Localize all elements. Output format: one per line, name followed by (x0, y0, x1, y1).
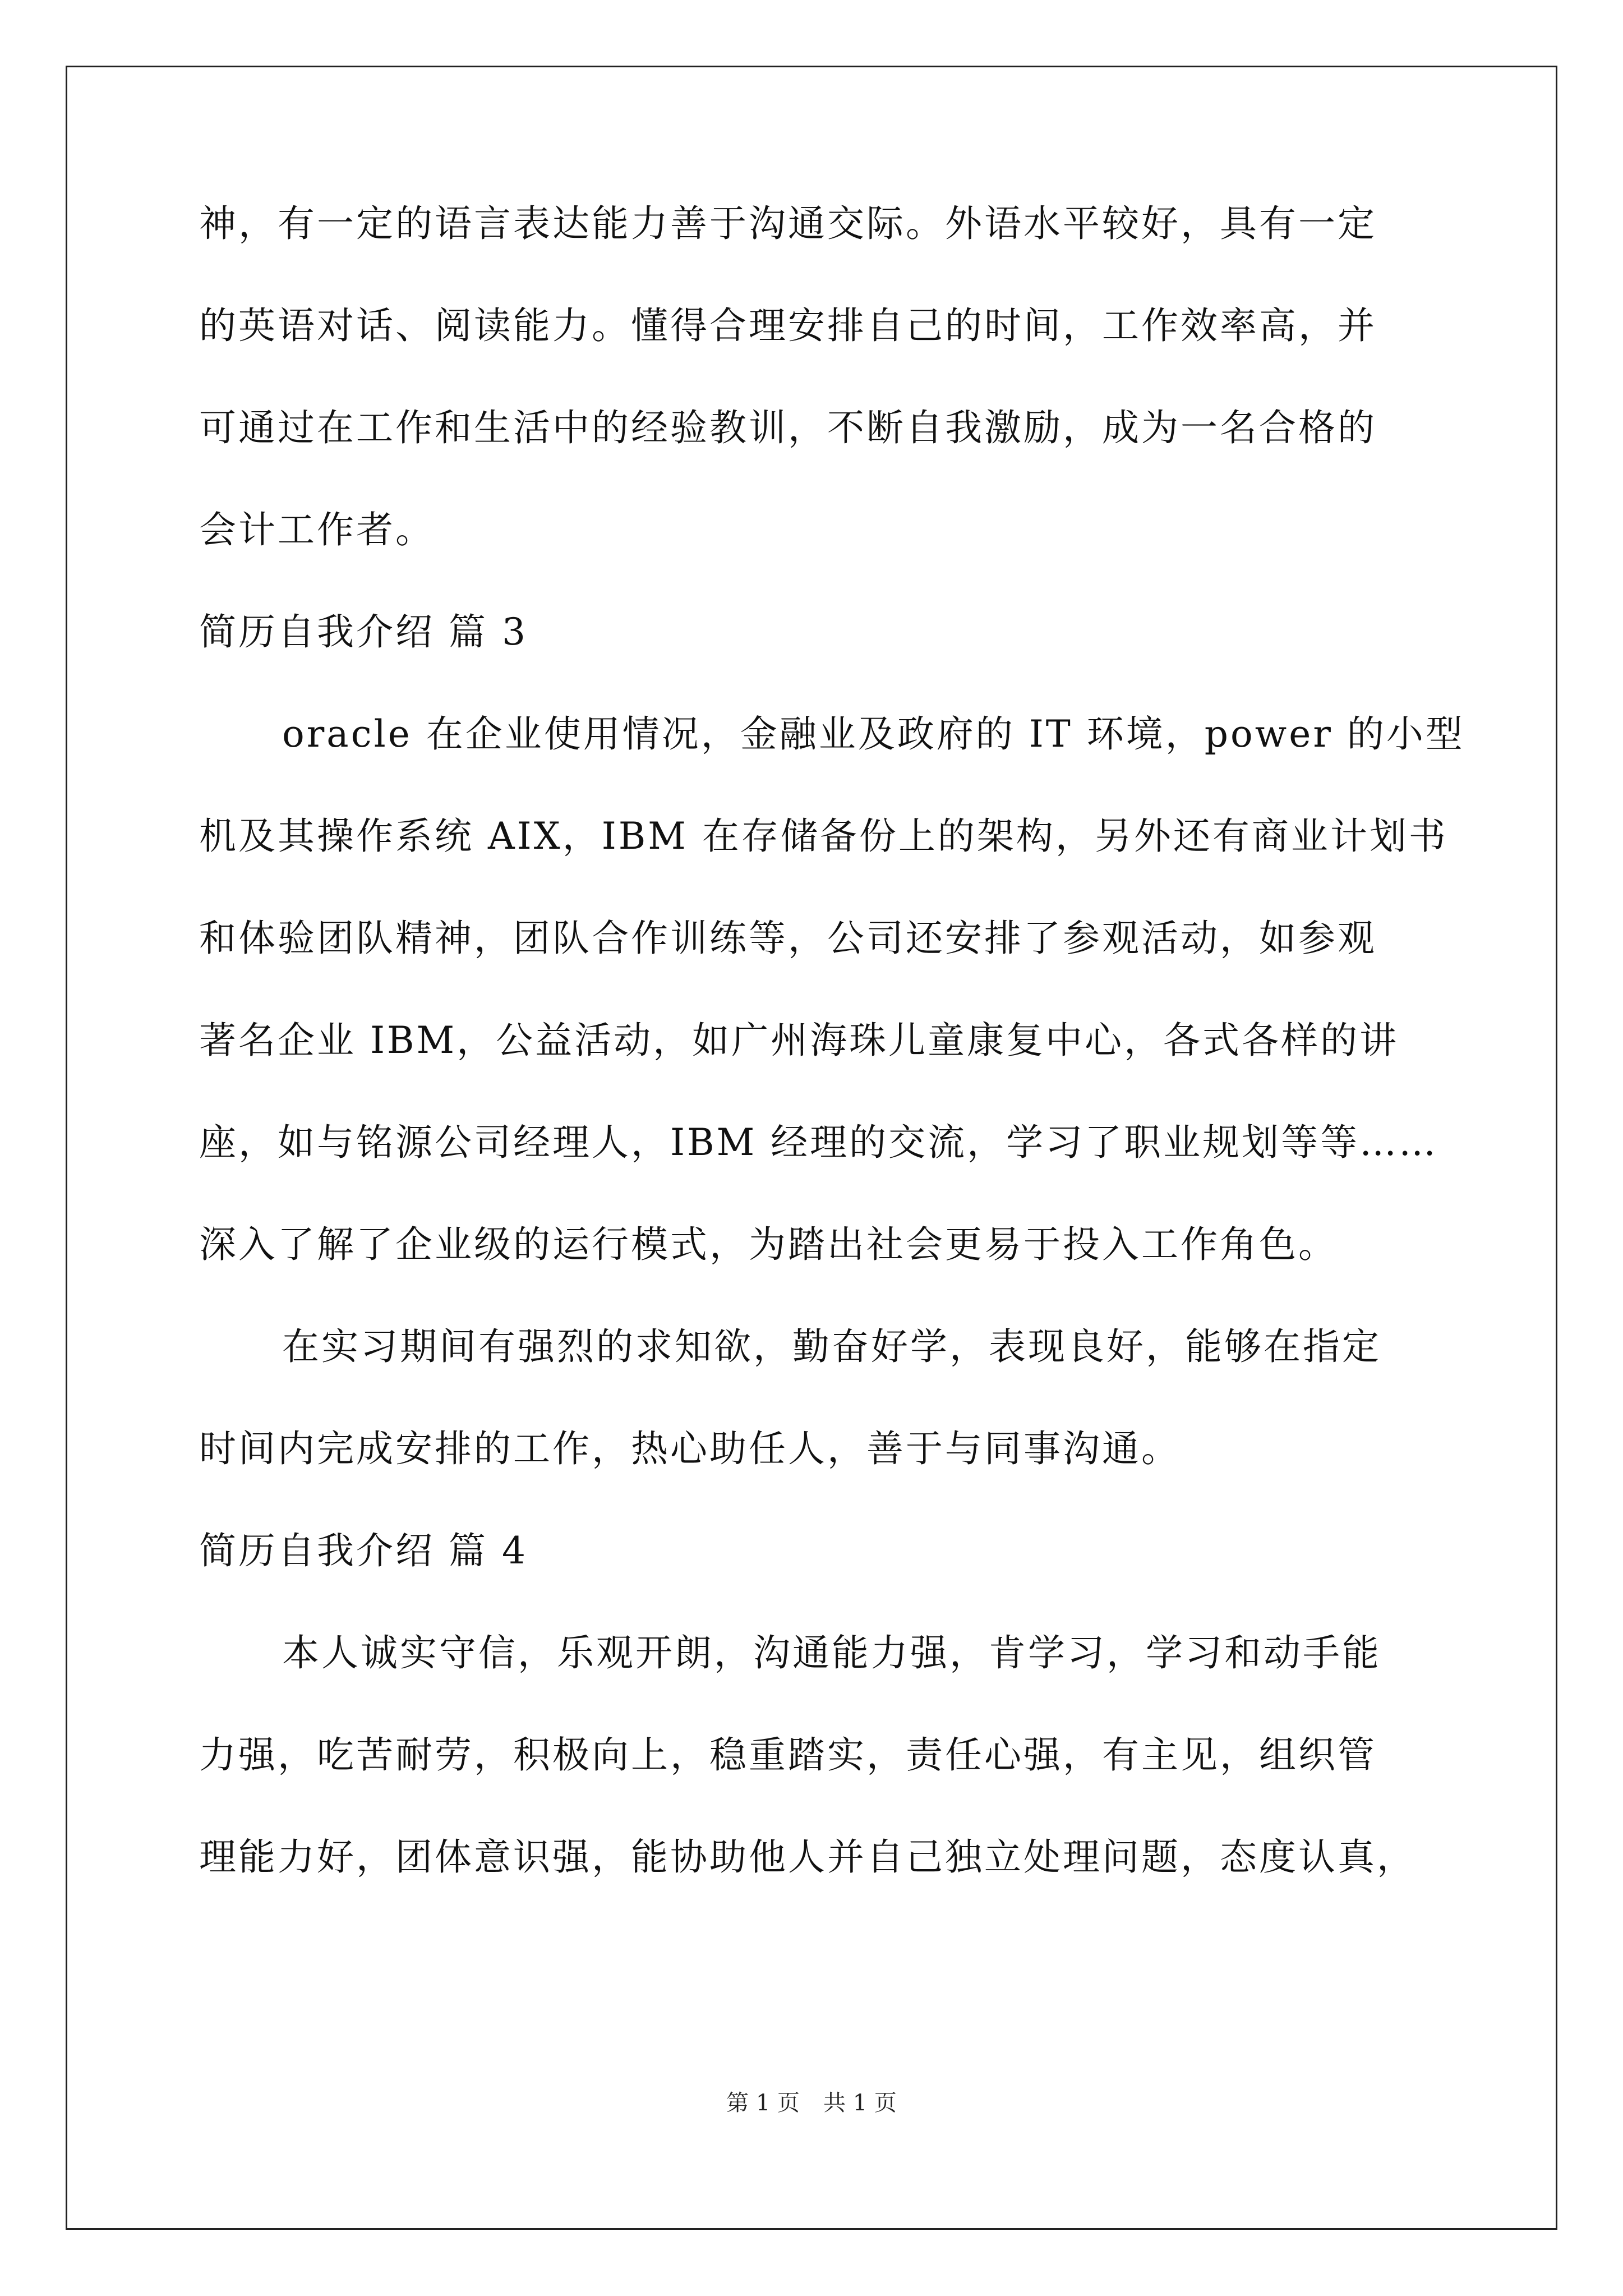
body-line: 和体验团队精神，团队合作训练等，公司还安排了参观活动，如参观 (199, 917, 1377, 960)
body-line: 可通过在工作和生活中的经验教训，不断自我激励，成为一名合格的 (199, 406, 1377, 449)
body-line: 的英语对话、阅读能力。懂得合理安排自己的时间，工作效率高，并 (199, 304, 1377, 347)
body-line: 会计工作者。 (199, 508, 435, 551)
body-line: 本人诚实守信，乐观开朗，沟通能力强，肯学习，学习和动手能 (282, 1631, 1381, 1674)
page-footer (0, 2090, 1623, 2116)
body-line: 理能力好，团体意识强，能协助他人并自己独立处理问题，态度认真， (199, 1835, 1416, 1879)
page-number-current: 第 1 页 (726, 2090, 800, 2116)
document-body (199, 202, 1465, 1879)
body-line: 著名企业 IBM，公益活动，如广州海珠儿童康复中心，各式各样的讲 (199, 1019, 1399, 1062)
section-heading: 简历自我介绍 篇 4 (199, 1529, 528, 1572)
body-line: oracle 在企业使用情况，金融业及政府的 IT 环境，power 的小型 (282, 712, 1465, 756)
body-line: 神，有一定的语言表达能力善于沟通交际。外语水平较好，具有一定 (199, 202, 1377, 245)
body-line: 在实习期间有强烈的求知欲，勤奋好学，表现良好，能够在指定 (282, 1325, 1381, 1368)
body-line: 深入了解了企业级的运行模式，为踏出社会更易于投入工作角色。 (199, 1223, 1338, 1266)
section-heading: 简历自我介绍 篇 3 (199, 610, 528, 654)
body-line: 机及其操作系统 AIX，IBM 在存储备份上的架构，另外还有商业计划书 (199, 815, 1448, 858)
body-line: 力强，吃苦耐劳，积极向上，稳重踏实，责任心强，有主见，组织管 (199, 1733, 1377, 1777)
page-number-total: 共 1 页 (823, 2090, 897, 2116)
body-line: 座，如与铭源公司经理人，IBM 经理的交流，学习了职业规划等等…… (199, 1121, 1438, 1164)
body-line: 时间内完成安排的工作，热心助任人，善于与同事沟通。 (199, 1427, 1181, 1470)
